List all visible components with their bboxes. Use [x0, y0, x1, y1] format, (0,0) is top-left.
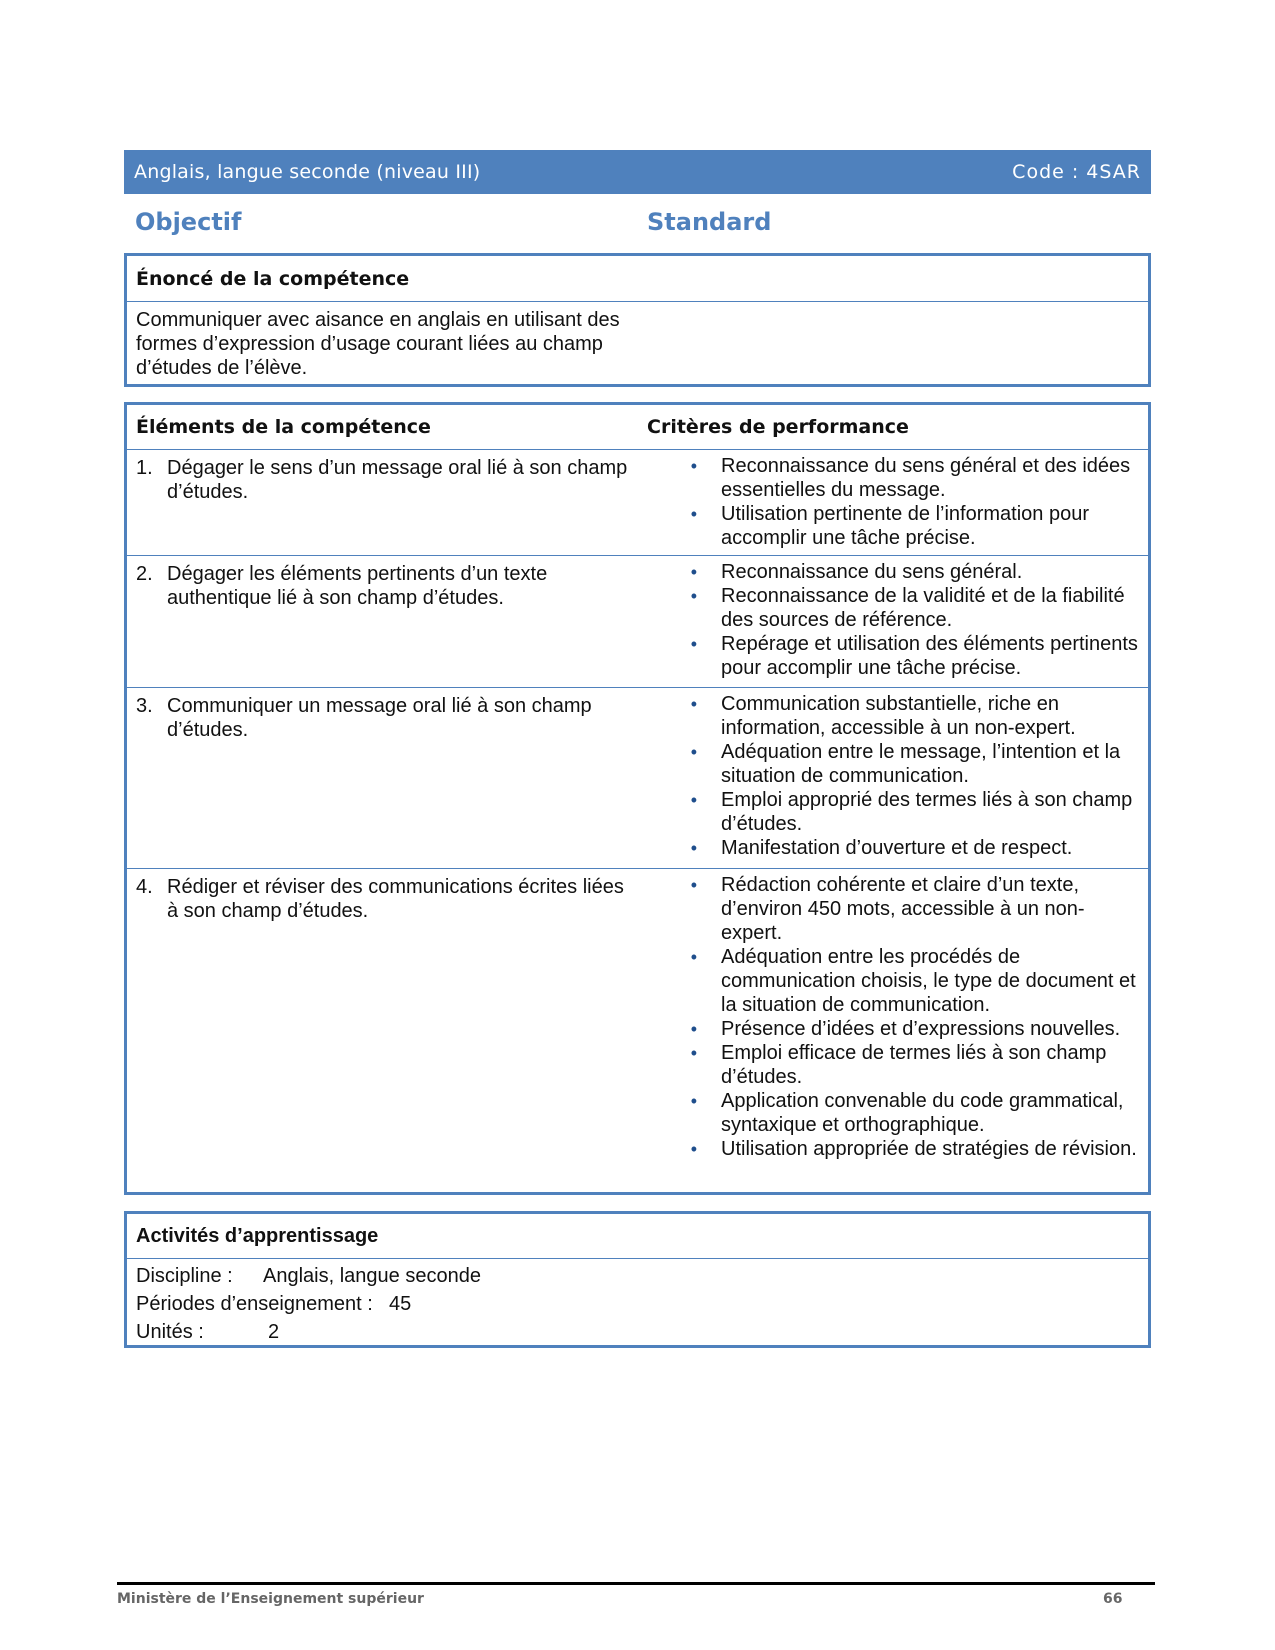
table-row [127, 556, 1148, 688]
element-text: Dégager le sens d’un message oral lié à son champ d’études. [167, 457, 628, 503]
competence-element [127, 450, 639, 555]
element-text: Rédiger et réviser des communications écrites liées à son champ d’études. [167, 876, 624, 922]
bullet-icon: • [690, 634, 697, 654]
performance-criteria-list [639, 556, 1148, 687]
course-title: Anglais, langue seconde (niveau III) [134, 161, 481, 183]
discipline-value: Anglais, langue seconde [263, 1265, 481, 1287]
bullet-icon: • [690, 562, 697, 582]
element-text: Communiquer un message oral lié à son champ d’études. [167, 695, 592, 741]
bullet-icon: • [690, 504, 697, 524]
performance-criteria-list [639, 450, 1148, 555]
bullet-icon: • [690, 694, 697, 714]
element-text: Dégager les éléments pertinents d’un texte authentique lié à son champ d’études. [167, 563, 548, 609]
list-item [639, 740, 1140, 788]
criterion-text: Présence d’idées et d’expressions nouvelles. [721, 1018, 1121, 1040]
unites-label: Unités : [136, 1321, 204, 1343]
list-item [639, 502, 1140, 550]
objectif-heading: Objectif [135, 208, 242, 236]
elements-table-header [127, 405, 1148, 450]
performance-criteria-list [639, 869, 1148, 1192]
unites-value: 2 [268, 1321, 280, 1343]
competence-element [127, 869, 639, 1192]
enonce-heading: Énoncé de la compétence [127, 256, 1148, 302]
bullet-icon: • [690, 586, 697, 606]
list-item [639, 632, 1140, 680]
list-item [639, 836, 1140, 860]
criterion-text: Rédaction cohérente et claire d’un texte, d’environ 450 mots, accessible à un non-expert. [721, 874, 1085, 944]
activites-apprentissage-box [124, 1211, 1151, 1348]
criterion-text: Reconnaissance du sens général. [721, 561, 1023, 583]
bullet-icon: • [690, 838, 697, 858]
list-item [639, 454, 1140, 502]
bullet-icon: • [690, 456, 697, 476]
element-number: 1. [136, 457, 153, 479]
list-item [639, 560, 1140, 584]
bullet-icon: • [690, 742, 697, 762]
element-number: 4. [136, 876, 153, 898]
list-item [639, 788, 1140, 836]
elements-column-header: Éléments de la compétence [136, 416, 431, 438]
course-code: Code : 4SAR [1012, 161, 1141, 183]
bullet-icon: • [690, 1139, 697, 1159]
criterion-text: Emploi efficace de termes liés à son champ d’études. [721, 1042, 1107, 1088]
unites-line [136, 1318, 1139, 1346]
list-item [639, 584, 1140, 632]
footer-publisher: Ministère de l’Enseignement supérieur [117, 1591, 424, 1607]
criteria-column-header: Critères de performance [647, 416, 909, 438]
course-header-bar [124, 150, 1151, 194]
list-item [639, 945, 1140, 1017]
table-row [127, 869, 1148, 1192]
list-item [639, 1137, 1140, 1161]
periodes-line [136, 1290, 1139, 1318]
list-item [639, 1041, 1140, 1089]
criterion-text: Adéquation entre les procédés de communication choisis, le type de document et la situation de communication. [721, 946, 1136, 1016]
list-item [639, 1017, 1140, 1041]
enonce-text: Communiquer avec aisance en anglais en utilisant des formes d’expression d’usage courant liées au champ d’études de l’élève. [136, 309, 620, 379]
criterion-text: Adéquation entre le message, l’intention et la situation de communication. [721, 741, 1121, 787]
elements-competence-table [124, 402, 1151, 1195]
element-number: 3. [136, 695, 153, 717]
competence-element [127, 556, 639, 687]
bullet-icon: • [690, 1043, 697, 1063]
standard-heading: Standard [647, 208, 772, 236]
criterion-text: Emploi approprié des termes liés à son champ d’études. [721, 789, 1133, 835]
element-number: 2. [136, 563, 153, 585]
bullet-icon: • [690, 1091, 697, 1111]
criterion-text: Repérage et utilisation des éléments pertinents pour accomplir une tâche précise. [721, 633, 1138, 679]
periodes-label: Périodes d’enseignement : [136, 1293, 373, 1315]
enonce-competence-box [124, 253, 1151, 387]
periodes-value: 45 [389, 1293, 412, 1315]
bullet-icon: • [690, 1019, 697, 1039]
footer-divider [117, 1582, 1155, 1585]
criterion-text: Reconnaissance du sens général et des idées essentielles du message. [721, 455, 1131, 501]
activites-details [127, 1259, 1148, 1349]
activites-heading: Activités d’apprentissage [127, 1214, 1148, 1259]
table-row [127, 688, 1148, 869]
bullet-icon: • [690, 947, 697, 967]
list-item [639, 873, 1140, 945]
table-row [127, 450, 1148, 556]
list-item [639, 1089, 1140, 1137]
page-number: 66 [1103, 1591, 1123, 1607]
discipline-label: Discipline : [136, 1265, 233, 1287]
criterion-text: Application convenable du code grammatical, syntaxique et orthographique. [721, 1090, 1124, 1136]
bullet-icon: • [690, 875, 697, 895]
criterion-text: Utilisation pertinente de l’information pour accomplir une tâche précise. [721, 503, 1089, 549]
discipline-line [136, 1262, 1139, 1290]
criterion-text: Utilisation appropriée de stratégies de révision. [721, 1138, 1137, 1160]
criterion-text: Communication substantielle, riche en information, accessible à un non-expert. [721, 693, 1076, 739]
criterion-text: Manifestation d’ouverture et de respect. [721, 837, 1073, 859]
competence-element [127, 688, 639, 868]
bullet-icon: • [690, 790, 697, 810]
list-item [639, 692, 1140, 740]
elements-rows [127, 450, 1148, 1192]
performance-criteria-list [639, 688, 1148, 868]
criterion-text: Reconnaissance de la validité et de la fiabilité des sources de référence. [721, 585, 1125, 631]
